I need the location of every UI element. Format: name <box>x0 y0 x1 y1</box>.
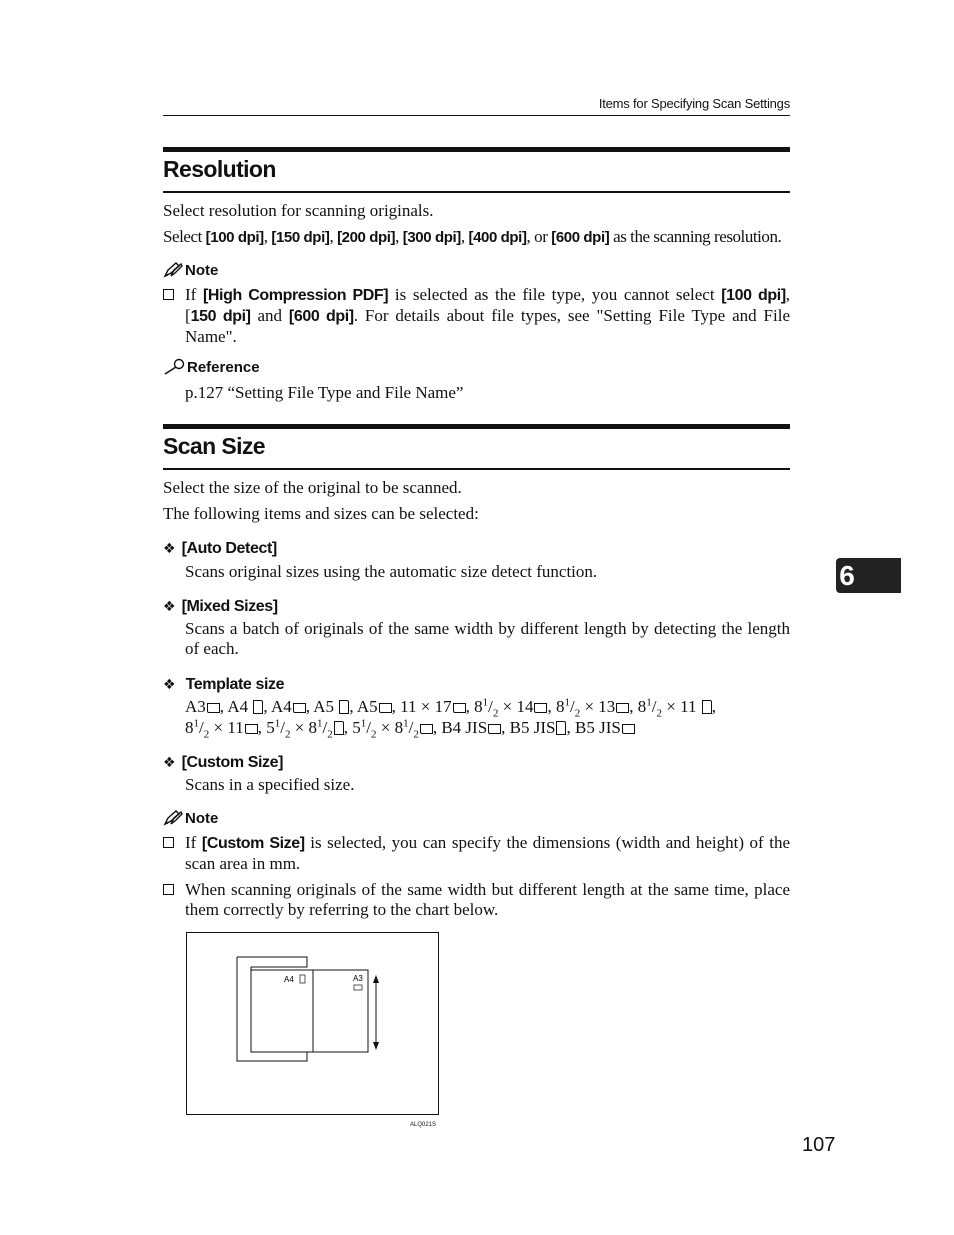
arrow-head <box>373 975 379 983</box>
portrait-paper-icon <box>339 700 349 714</box>
size-a5: A5 <box>313 697 335 716</box>
resolution-intro: Select resolution for scanning originals. <box>163 201 434 220</box>
frac-num: 1 <box>274 717 281 730</box>
mixed-placement-note: When scanning originals of the same width but different length at the same time, place them correctly by referring to the chart below. <box>185 880 790 919</box>
pencil-icon <box>163 262 183 278</box>
resolution-select-line <box>163 227 790 248</box>
separator: , <box>460 227 465 246</box>
option-200dpi: [200 dpi] <box>337 229 396 246</box>
custom-size-note <box>185 833 790 874</box>
frac-num: 1 <box>646 696 652 709</box>
frac-num: 1 <box>482 696 489 709</box>
section-bottom-rule <box>163 191 790 193</box>
option-100dpi: [100 dpi] <box>721 287 786 304</box>
size-8half-x13: $8^1/_2 \times 13$ <box>555 696 616 720</box>
frac-whole: 8 <box>555 697 565 716</box>
note-text: . For details about file types, see "Setting File Type and File Name". <box>185 306 790 346</box>
separator: , <box>432 718 438 737</box>
template-size-list-line-1 <box>185 696 790 720</box>
custom-size-label: [Custom Size] <box>201 835 305 852</box>
separator: , <box>395 227 399 246</box>
chapter-tab[interactable] <box>836 558 901 593</box>
frac-rest: × 14 <box>498 697 534 716</box>
note-text: If <box>185 833 197 852</box>
separator: , or <box>526 227 548 246</box>
size-5half-x8half: $5^1/_2 \times 8^1/_2$ <box>352 717 419 741</box>
landscape-paper-icon <box>534 703 547 713</box>
hc-pdf-label: [High Compression PDF] <box>202 287 389 304</box>
frac-num: 1 <box>360 717 367 730</box>
a4-sheet <box>251 970 313 1052</box>
size-b5-jis: B5 JIS <box>509 718 556 737</box>
landscape-paper-icon <box>379 703 392 713</box>
section-title-resolution: Resolution <box>163 156 276 182</box>
frac-den: 2 <box>203 728 210 741</box>
item-mixed-sizes <box>163 598 278 616</box>
frac-num: 1 <box>193 717 199 730</box>
note-text: and <box>257 306 283 325</box>
frac-den: 2 <box>284 728 291 741</box>
frac-den: 2 <box>574 707 581 720</box>
option-400dpi: [400 dpi] <box>468 229 527 246</box>
diamond-bullet-icon: ❖ <box>163 541 176 557</box>
reference-heading <box>163 358 260 376</box>
reference-link[interactable]: p.127 “Setting File Type and File Name” <box>185 383 464 402</box>
placement-diagram <box>186 932 439 1115</box>
frac-den: 2 <box>327 728 333 741</box>
checkbox-icon <box>163 289 174 300</box>
option-600dpi: [600 dpi] <box>288 308 354 325</box>
portrait-paper-icon <box>334 721 344 735</box>
separator: , <box>629 697 634 716</box>
size-a3: A3 <box>185 697 206 716</box>
size-5half-x8half: $5^1/_2 \times 8^1/_2$ <box>266 717 333 741</box>
scan-size-intro-2: The following items and sizes can be selected: <box>163 504 479 523</box>
diamond-bullet-icon: ❖ <box>163 755 176 771</box>
item-auto-detect <box>163 540 277 558</box>
separator: , <box>547 697 552 716</box>
note-label: Note <box>185 262 219 279</box>
landscape-paper-icon <box>616 703 629 713</box>
figure-code: ALQ021S <box>410 1122 437 1128</box>
checkbox-icon <box>163 884 174 895</box>
size-b4-jis: B4 JIS <box>441 718 488 737</box>
note-heading <box>163 810 218 827</box>
pencil-icon <box>163 810 183 826</box>
frac-whole: 8 <box>637 697 647 716</box>
diamond-bullet-icon: ❖ <box>163 599 176 615</box>
frac-rest: × 8 <box>376 718 404 737</box>
item-custom-size <box>163 754 283 772</box>
diamond-bullet-icon: ❖ <box>163 677 176 693</box>
section-top-rule <box>163 147 790 152</box>
frac-num: 1 <box>317 717 323 730</box>
portrait-paper-icon <box>702 700 712 714</box>
size-a4: A4 <box>270 697 292 716</box>
separator: , <box>343 718 349 737</box>
note-heading <box>163 262 218 279</box>
note-text: If <box>185 285 197 304</box>
frac-whole: 8 <box>185 718 194 737</box>
frac-den: 2 <box>371 728 377 741</box>
landscape-paper-icon <box>245 724 258 734</box>
separator: , <box>711 697 716 716</box>
separator: , <box>566 718 571 737</box>
size-8half-x11: $8^1/_2 \times 11$ <box>185 717 244 741</box>
a3-label: A3 <box>353 974 363 983</box>
separator: , <box>263 227 268 246</box>
note-text: is selected as the file type, you cannot select <box>394 285 715 304</box>
placement-diagram-drawing <box>187 933 438 1114</box>
checkbox-icon <box>163 837 174 848</box>
section-top-rule <box>163 424 790 429</box>
landscape-paper-icon <box>453 703 466 713</box>
separator: , <box>329 227 334 246</box>
frac-rest: × 13 <box>580 697 616 716</box>
section-title-scan-size: Scan Size <box>163 433 265 459</box>
frac-num: 1 <box>403 717 409 730</box>
note-label: Note <box>185 810 219 827</box>
size-a5: A5 <box>356 697 378 716</box>
option-300dpi: [300 dpi] <box>402 229 461 246</box>
landscape-paper-icon <box>420 724 433 734</box>
custom-size-desc: Scans in a specified size. <box>185 775 355 794</box>
separator: , <box>305 697 310 716</box>
frac-num: 1 <box>564 696 570 709</box>
running-head: Items for Specifying Scan Settings <box>598 96 790 111</box>
item-template-size <box>163 676 284 694</box>
landscape-paper-icon <box>622 724 635 734</box>
resolution-note-text: If [High Compression PDF] is selected as the file type, you cannot select [100 dpi], [150 dpi] and [600 dpi]. For details about file types, see "Setting File Type and File Name". <box>185 285 790 346</box>
option-150dpi: 150 dpi] <box>190 308 251 325</box>
frac-rest: × 11 <box>662 697 697 716</box>
size-11x17: 11 × 17 <box>400 697 452 716</box>
chapter-number: 6 <box>839 560 855 591</box>
frac-whole: 5 <box>352 718 361 737</box>
magnifier-icon <box>163 358 185 375</box>
select-prefix: Select <box>163 227 202 246</box>
page-number: 107 <box>802 1134 836 1156</box>
landscape-paper-icon <box>207 703 220 713</box>
mixed-sizes-label: [Mixed Sizes] <box>181 598 278 615</box>
auto-detect-desc: Scans original sizes using the automatic size detect function. <box>185 562 598 581</box>
landscape-paper-icon <box>293 703 306 713</box>
size-8half-x11: $8^1/_2 \times 11$ <box>637 696 697 720</box>
select-suffix: as the scanning resolution. <box>613 227 782 246</box>
size-8half-x14: $8^1/_2 \times 14$ <box>474 696 534 720</box>
frac-den: 2 <box>413 728 419 741</box>
frac-whole: 5 <box>266 718 275 737</box>
frac-whole: 8 <box>474 697 483 716</box>
section-bottom-rule <box>163 468 790 470</box>
scan-size-intro-1: Select the size of the original to be scanned. <box>163 478 462 497</box>
option-100dpi: [100 dpi] <box>205 229 264 246</box>
a4-label: A4 <box>284 975 294 984</box>
tray-frame <box>237 957 307 967</box>
frac-den: 2 <box>492 707 499 720</box>
option-150dpi: [150 dpi] <box>271 229 330 246</box>
portrait-paper-icon <box>556 721 566 735</box>
separator: , <box>257 718 262 737</box>
landscape-paper-icon <box>488 724 501 734</box>
separator: , <box>391 697 396 716</box>
frac-rest: × 8 <box>290 718 318 737</box>
frac-den: 2 <box>656 707 663 720</box>
note-text: is selected, you can specify the dimensions (width and height) of the scan area in mm. <box>185 833 791 873</box>
option-600dpi: [600 dpi] <box>551 229 610 246</box>
template-size-list-line-2 <box>185 717 790 741</box>
reference-label: Reference <box>187 359 260 376</box>
separator: , <box>263 697 268 716</box>
separator: , <box>465 697 470 716</box>
frac-rest: × 11 <box>209 718 244 737</box>
auto-detect-label: [Auto Detect] <box>181 540 277 557</box>
arrow-head <box>373 1042 379 1050</box>
separator: , <box>501 718 506 737</box>
separator: , <box>219 697 225 716</box>
mixed-sizes-desc: Scans a batch of originals of the same width by different length by detecting the length of each. <box>185 619 790 658</box>
note-text: [ <box>185 306 191 325</box>
portrait-paper-icon <box>253 700 263 714</box>
header-rule <box>163 115 790 116</box>
custom-size-label: [Custom Size] <box>181 754 284 771</box>
size-a4: A4 <box>227 697 249 716</box>
size-b5-jis: B5 JIS <box>574 718 621 737</box>
separator: , <box>349 697 354 716</box>
template-size-label: Template size <box>185 676 285 693</box>
